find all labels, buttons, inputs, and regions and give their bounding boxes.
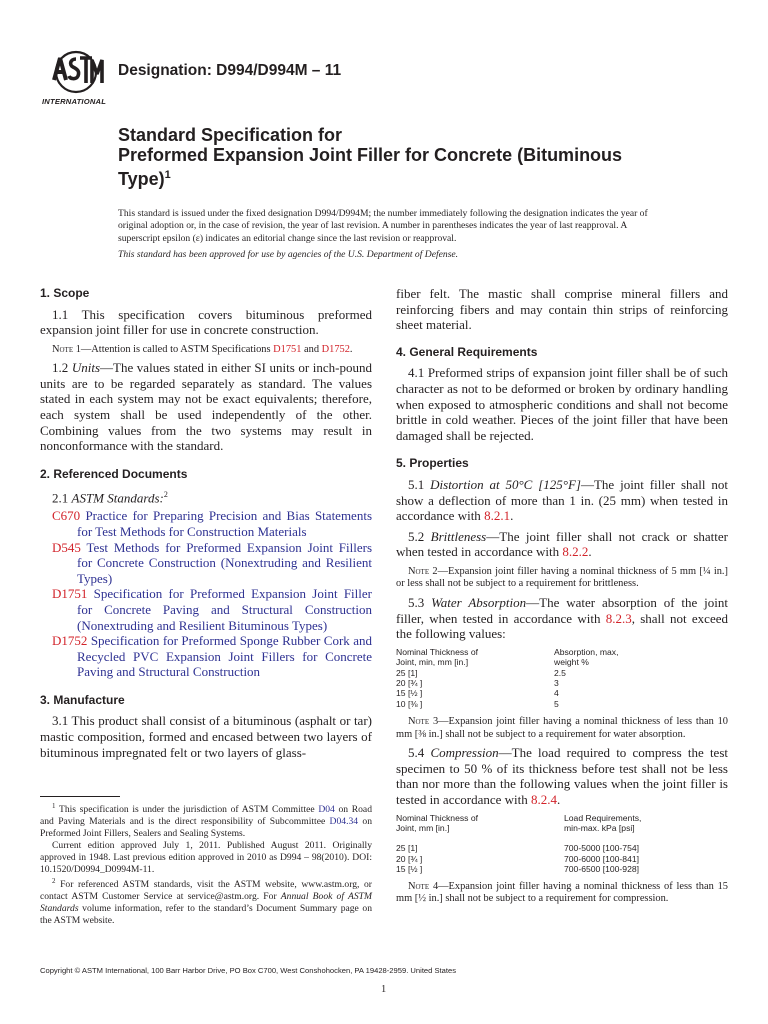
paragraph-3-1: 3.1 This product shall consist of a bituminous (asphalt or tar) mastic composition, formed and encased between two layers of bituminous impregnated felt or two layers of glass-	[40, 713, 372, 760]
footnote-1-edition: Current edition approved July 1, 2011. Published August 2011. Originally approved in 1948. Last previous edition approved in 2010 as D994 – 98(2010). DOI: 10.1520/D0994_D0994M-11.	[40, 839, 372, 875]
link-8-2-4[interactable]: 8.2.4	[531, 791, 557, 807]
link-d04[interactable]: D04	[318, 804, 335, 816]
table-header-row	[396, 813, 641, 844]
title-line-3: Type)$^1$	[118, 169, 171, 189]
section-heading-properties: 5. Properties	[396, 456, 469, 471]
section-heading-referenced-documents: 2. Referenced Documents	[40, 466, 188, 481]
paragraph-3-1-continued: fiber felt. The mastic shall comprise mineral fillers and reinforcing fibers and may contain thin strips of reinforcing sheet material.	[396, 286, 728, 333]
paragraph-1-2: 1.2 Units—The values stated in either SI units or inch-pound units are to be regarded separately as standard. The values stated in each system may not be exact equivalents; therefore, each system shall be used independently of the other. Combining values from the two systems may result in nonconformance with the standard.	[40, 360, 372, 454]
reference-item[interactable]: D1752 Specification for Preformed Sponge Rubber Cork and Recycled PVC Expansion Joint Fillers for Concrete Paving and Structural Construction	[52, 633, 372, 680]
footnote-2: $^2$ For referenced ASTM standards, visit the ASTM website, www.astm.org, or contact ASTM Customer Service at service@astm.org. For Annual Book of ASTM Standards volume information, refer to the standard’s Document Summary page on the ASTM website.	[40, 876, 372, 926]
issue-note: This standard is issued under the fixed designation D994/D994M; the number immediately following the designation indicates the year of original adoption or, in the case of revision, the year of last revision. A number in parentheses indicates the year of last reapproval. A superscript epsilon (ε) indicates an editorial change since the last revision or reapproval.	[118, 208, 648, 244]
link-d04-34[interactable]: D04.34	[329, 816, 359, 828]
link-d1751[interactable]: D1751	[273, 343, 302, 355]
section-heading-manufacture: 3. Manufacture	[40, 692, 125, 707]
footnotes	[40, 796, 372, 926]
paragraph-5-4: 5.4 Compression—The load required to compress the test specimen to 50 % of its thickness before test shall not be less than nor more than the following values when the joint filler is tested in accordance with 8.2.4.	[396, 745, 728, 807]
table-row: 15 [½ ] 4	[396, 688, 559, 699]
section-heading-general-requirements: 4. General Requirements	[396, 344, 538, 359]
table-row: 15 [½ ] 700-6500 [100-928]	[396, 864, 640, 875]
link-8-2-2[interactable]: 8.2.2	[562, 544, 589, 560]
table-header-cell: Nominal Thickness of Joint, min, mm [in.]	[396, 646, 478, 668]
link-8-2-1[interactable]: 8.2.1	[484, 508, 511, 524]
table-row: 25 [1] 2.5	[396, 667, 566, 678]
reference-item[interactable]: C670 Practice for Preparing Precision and Bias Statements for Test Methods for Construction Materials	[52, 508, 372, 539]
paragraph-5-2: 5.2 Brittleness—The joint filler shall not crack or shatter when tested in accordance with 8.2.2.	[396, 528, 728, 560]
paragraph-1-1: 1.1 This specification covers bituminous preformed expansion joint filler for use in concrete construction.	[40, 306, 372, 338]
section-heading-scope: 1. Scope	[40, 286, 90, 300]
table-header-cell: Nominal Thickness of Joint, mm [in.]	[396, 812, 478, 833]
water-absorption-table	[396, 647, 618, 709]
table-header-cell: Absorption, max, weight %	[554, 646, 619, 668]
note-3: Note 3—Expansion joint filler having a nominal thickness of less than 10 mm [⅜ in.] shall not be subject to a requirement for water absorption.	[396, 716, 728, 740]
link-d1752[interactable]: D1752	[321, 343, 350, 355]
footnote-divider	[40, 796, 120, 797]
paragraph-5-1: 5.1 Distortion at 50°C [125°F]—The joint filler shall not show a deflection of more than 1 in. (25 mm) when tested in accordance with 8.2.1.	[396, 476, 728, 524]
note-2: Note 2—Expansion joint filler having a nominal thickness of 5 mm [¼ in.] or less shall not be subject to a requirement for brittleness.	[396, 565, 728, 590]
link-8-2-3[interactable]: 8.2.3	[605, 610, 632, 626]
note-1: Note 1—Attention is called to ASTM Specifications D1751 and D1752.	[52, 343, 353, 355]
table-row: 25 [1] 700-5000 [100-754]	[396, 843, 640, 854]
copyright-footer: Copyright © ASTM International, 100 Barr Harbor Drive, PO Box C700, West Conshohocken, PA 19428-2959. United States	[40, 966, 457, 975]
table-row: 10 [⅜ ] 5	[396, 698, 559, 709]
referenced-standards-list	[40, 508, 372, 680]
title-line-2: Preformed Expansion Joint Filler for Concrete (Bituminous	[118, 145, 623, 165]
table-header-cell: Load Requirements, min-max. kPa [psi]	[564, 812, 642, 833]
page-title	[118, 125, 678, 189]
paragraph-5-3: 5.3 Water Absorption—The water absorption of the joint filler, when tested in accordance with 8.2.3, shall not exceed the following values:	[396, 594, 728, 642]
paragraph-4-1: 4.1 Preformed strips of expansion joint filler shall be of such character as not to be deformed or broken by ordinary handling when exposed to atmospheric conditions and shall not become brittle in cold weather. Pieces of the joint filler that have been damaged shall be rejected.	[396, 365, 728, 443]
note-4: Note 4—Expansion joint filler having a nominal thickness of less than 15 mm [½ in.] shall not be subject to a requirement for compression.	[396, 880, 728, 905]
logo-org-text: INTERNATIONAL	[42, 97, 107, 106]
compression-table	[396, 813, 641, 875]
table-row: 20 [¾ ] 700-6000 [100-841]	[396, 853, 640, 864]
left-column	[40, 286, 372, 760]
dod-approval-note: This standard has been approved for use by agencies of the U.S. Department of Defense.	[118, 249, 459, 260]
reference-item[interactable]: D545 Test Methods for Preformed Expansion Joint Fillers for Concrete Construction (Nonextruding and Resilient Types)	[52, 539, 373, 586]
paragraph-2-1: 2.1 ASTM Standards:$^2$	[52, 490, 168, 506]
page-number: 1	[381, 984, 387, 995]
table-header-row	[396, 647, 618, 668]
astm-logo	[40, 50, 112, 108]
designation: Designation: D994/D994M – 11	[118, 62, 342, 79]
footnote-1: $^1$ This specification is under the jurisdiction of ASTM Committee D04 on Road and Paving Materials and is the direct responsibility of Subcommittee D04.34 on Preformed Joint Fillers, Sealers and Sealing Systems.	[40, 802, 372, 839]
reference-item[interactable]: D1751 Specification for Preformed Expansion Joint Filler for Concrete Paving and Structural Construction (Nonextruding and Resilient Bituminous Types)	[52, 586, 372, 633]
title-footnote-mark: 1	[164, 169, 171, 181]
title-line-1: Standard Specification for	[118, 125, 343, 145]
right-column	[396, 286, 728, 906]
table-row: 20 [¾ ] 3	[396, 677, 559, 688]
